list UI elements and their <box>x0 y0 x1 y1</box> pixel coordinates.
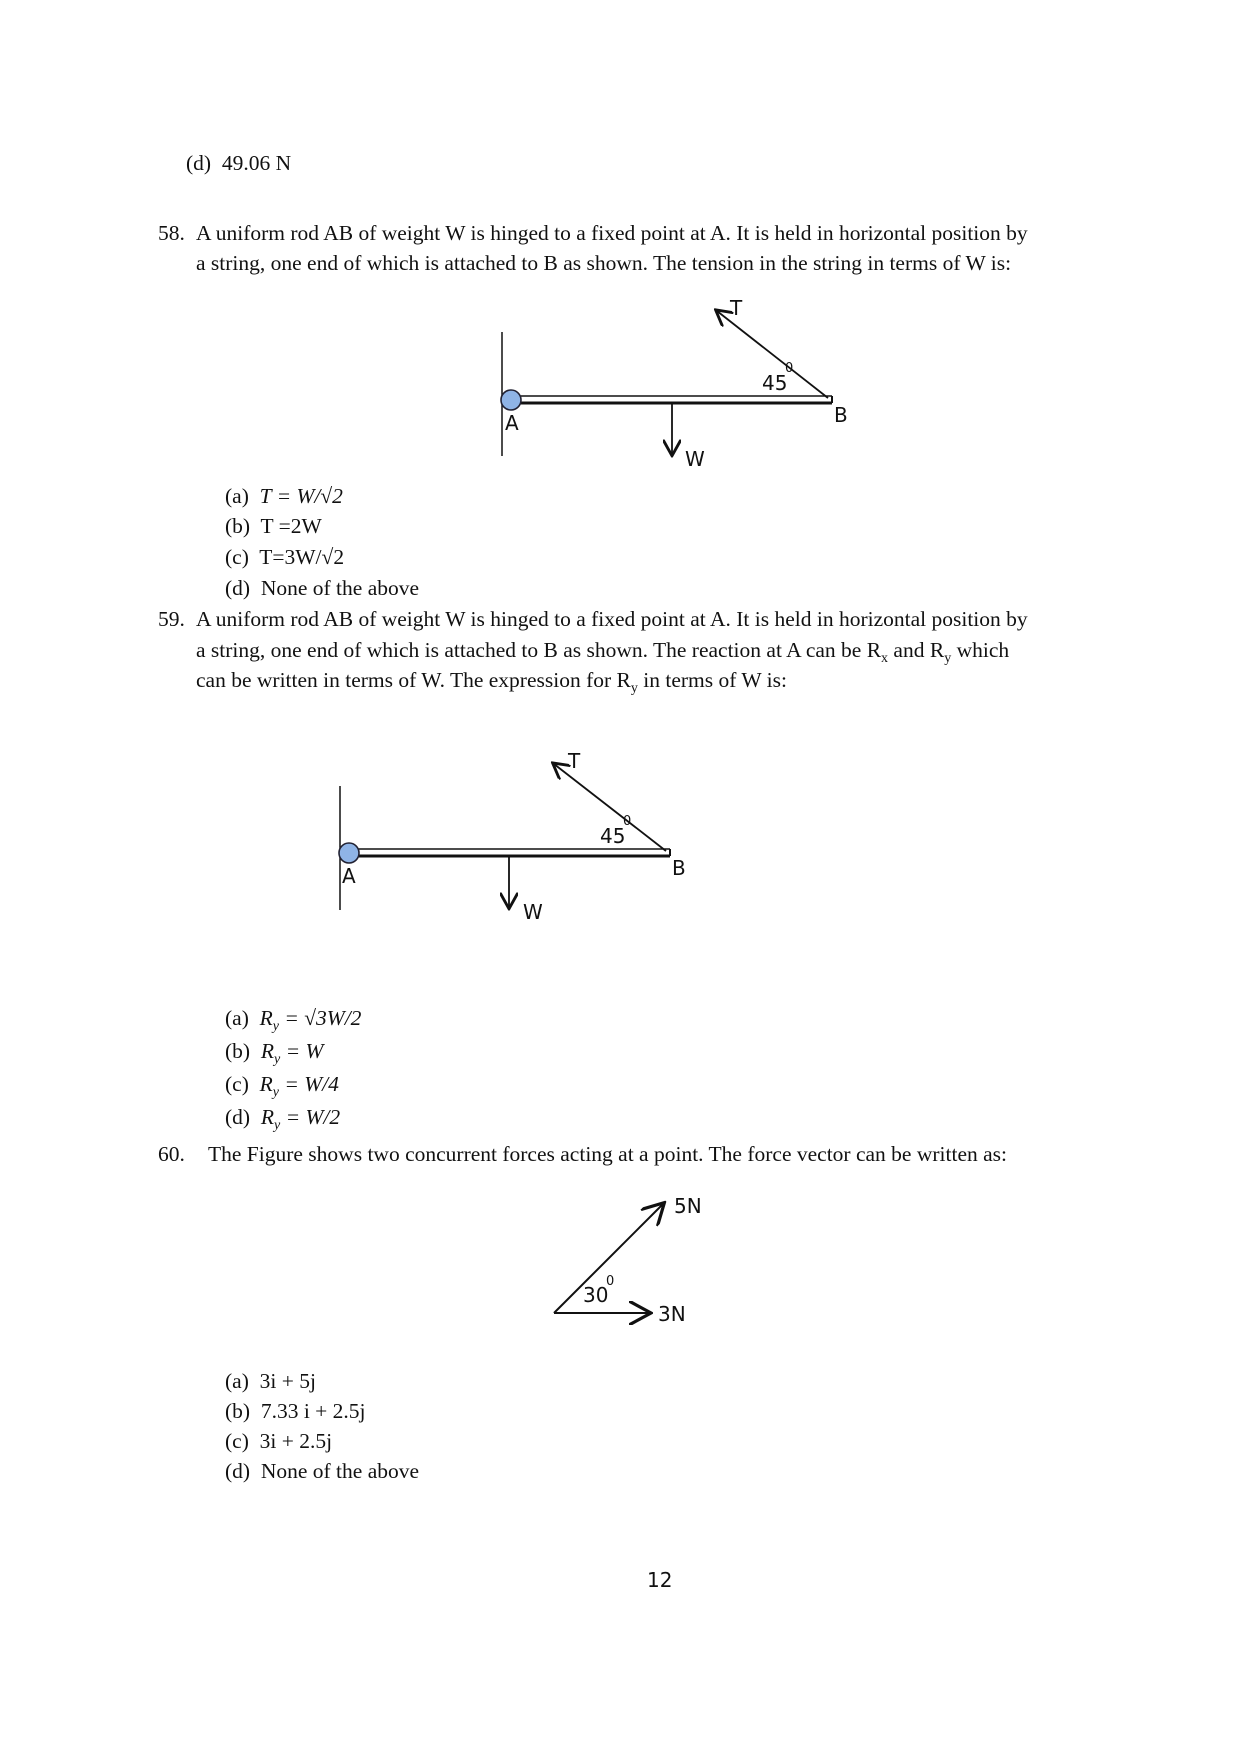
question-59-number: 59. <box>158 607 185 631</box>
option-text: 49.06 N <box>221 151 292 175</box>
q58-option-a <box>225 481 343 511</box>
q58-option-c <box>225 542 344 572</box>
option-label: (d) <box>225 576 251 600</box>
option-text: T =2W <box>260 514 322 538</box>
question-58-line-1: A uniform rod AB of weight W is hinged to a fixed point at A. It is held in horizontal position by <box>196 221 1028 245</box>
hinge-icon <box>501 390 521 410</box>
hinge-icon <box>339 843 359 863</box>
label-angle-sup: 0 <box>785 361 794 376</box>
figure-60-force-diagram <box>540 1190 740 1340</box>
label-t: T <box>730 296 743 320</box>
option-label: (a) <box>225 484 249 508</box>
force-5n-arrow <box>554 1204 663 1313</box>
option-label: (b) <box>225 1039 251 1063</box>
option-text: 3i + 5j <box>259 1369 316 1393</box>
option-label: (d) <box>225 1105 251 1129</box>
question-58-number: 58. <box>158 221 185 245</box>
q60-option-a <box>225 1366 316 1396</box>
option-text: None of the above <box>260 576 420 600</box>
page-number: 12 <box>647 1568 673 1592</box>
figure-58-rod-diagram <box>480 290 880 470</box>
option-text: 7.33 i + 2.5j <box>260 1399 366 1423</box>
question-59-line-1: A uniform rod AB of weight W is hinged to a fixed point at A. It is held in horizontal position by <box>196 607 1028 631</box>
option-label: (c) <box>225 545 249 569</box>
figure-59-rod-diagram <box>318 746 718 926</box>
question-60-line-1: The Figure shows two concurrent forces acting at a point. The force vector can be written as: <box>208 1142 1007 1166</box>
option-label: (b) <box>225 514 251 538</box>
label-a: A <box>505 411 519 435</box>
label-w: W <box>685 447 705 470</box>
option-text: 3i + 2.5j <box>259 1429 333 1453</box>
label-angle-sup: 0 <box>606 1274 615 1289</box>
q59-option-d: (d) $R_y = W/2$ <box>225 1105 341 1133</box>
q59-option-b: (b) $R_y = W$ <box>225 1039 324 1067</box>
label-angle: 45 <box>600 824 626 848</box>
question-59-line-3: can be written in terms of W. The expression for $R_y$ in terms of W is: <box>196 668 787 696</box>
label-angle-sup: 0 <box>623 814 632 829</box>
label-b: B <box>672 856 686 880</box>
option-text: T = W/√2 <box>259 484 343 508</box>
option-label: (d) <box>225 1459 251 1483</box>
question-59-line-2: a string, one end of which is attached to B as shown. The reaction at A can be $R_x$ and $R_y$ which <box>196 638 1010 666</box>
q59-option-c: (c) $R_y = W/4$ <box>225 1072 339 1100</box>
option-label: (c) <box>225 1429 249 1453</box>
prev-option-d <box>186 148 291 178</box>
label-angle: 30 <box>583 1283 609 1307</box>
label-t: T <box>568 749 581 773</box>
q58-option-b <box>225 511 322 541</box>
option-text: T=3W/√2 <box>259 545 345 569</box>
label-w: W <box>523 900 543 924</box>
label-a: A <box>342 864 356 888</box>
q60-option-b <box>225 1396 366 1426</box>
label-b: B <box>834 403 848 427</box>
option-text: None of the above <box>260 1459 420 1483</box>
option-label: (a) <box>225 1369 249 1393</box>
q60-option-c <box>225 1426 332 1456</box>
q60-option-d <box>225 1456 419 1486</box>
q58-option-d <box>225 573 419 603</box>
question-58-line-2: a string, one end of which is attached to B as shown. The tension in the string in terms of W is: <box>196 251 1012 275</box>
question-60-number: 60. <box>158 1142 185 1166</box>
option-label: (a) <box>225 1006 249 1030</box>
option-label: (c) <box>225 1072 249 1096</box>
label-3n: 3N <box>658 1302 686 1326</box>
q59-option-a: (a) $R_y = √3W/2$ <box>225 1006 362 1034</box>
option-label: (d) <box>186 151 212 175</box>
option-label: (b) <box>225 1399 251 1423</box>
label-angle: 45 <box>762 371 788 395</box>
label-5n: 5N <box>674 1194 702 1218</box>
